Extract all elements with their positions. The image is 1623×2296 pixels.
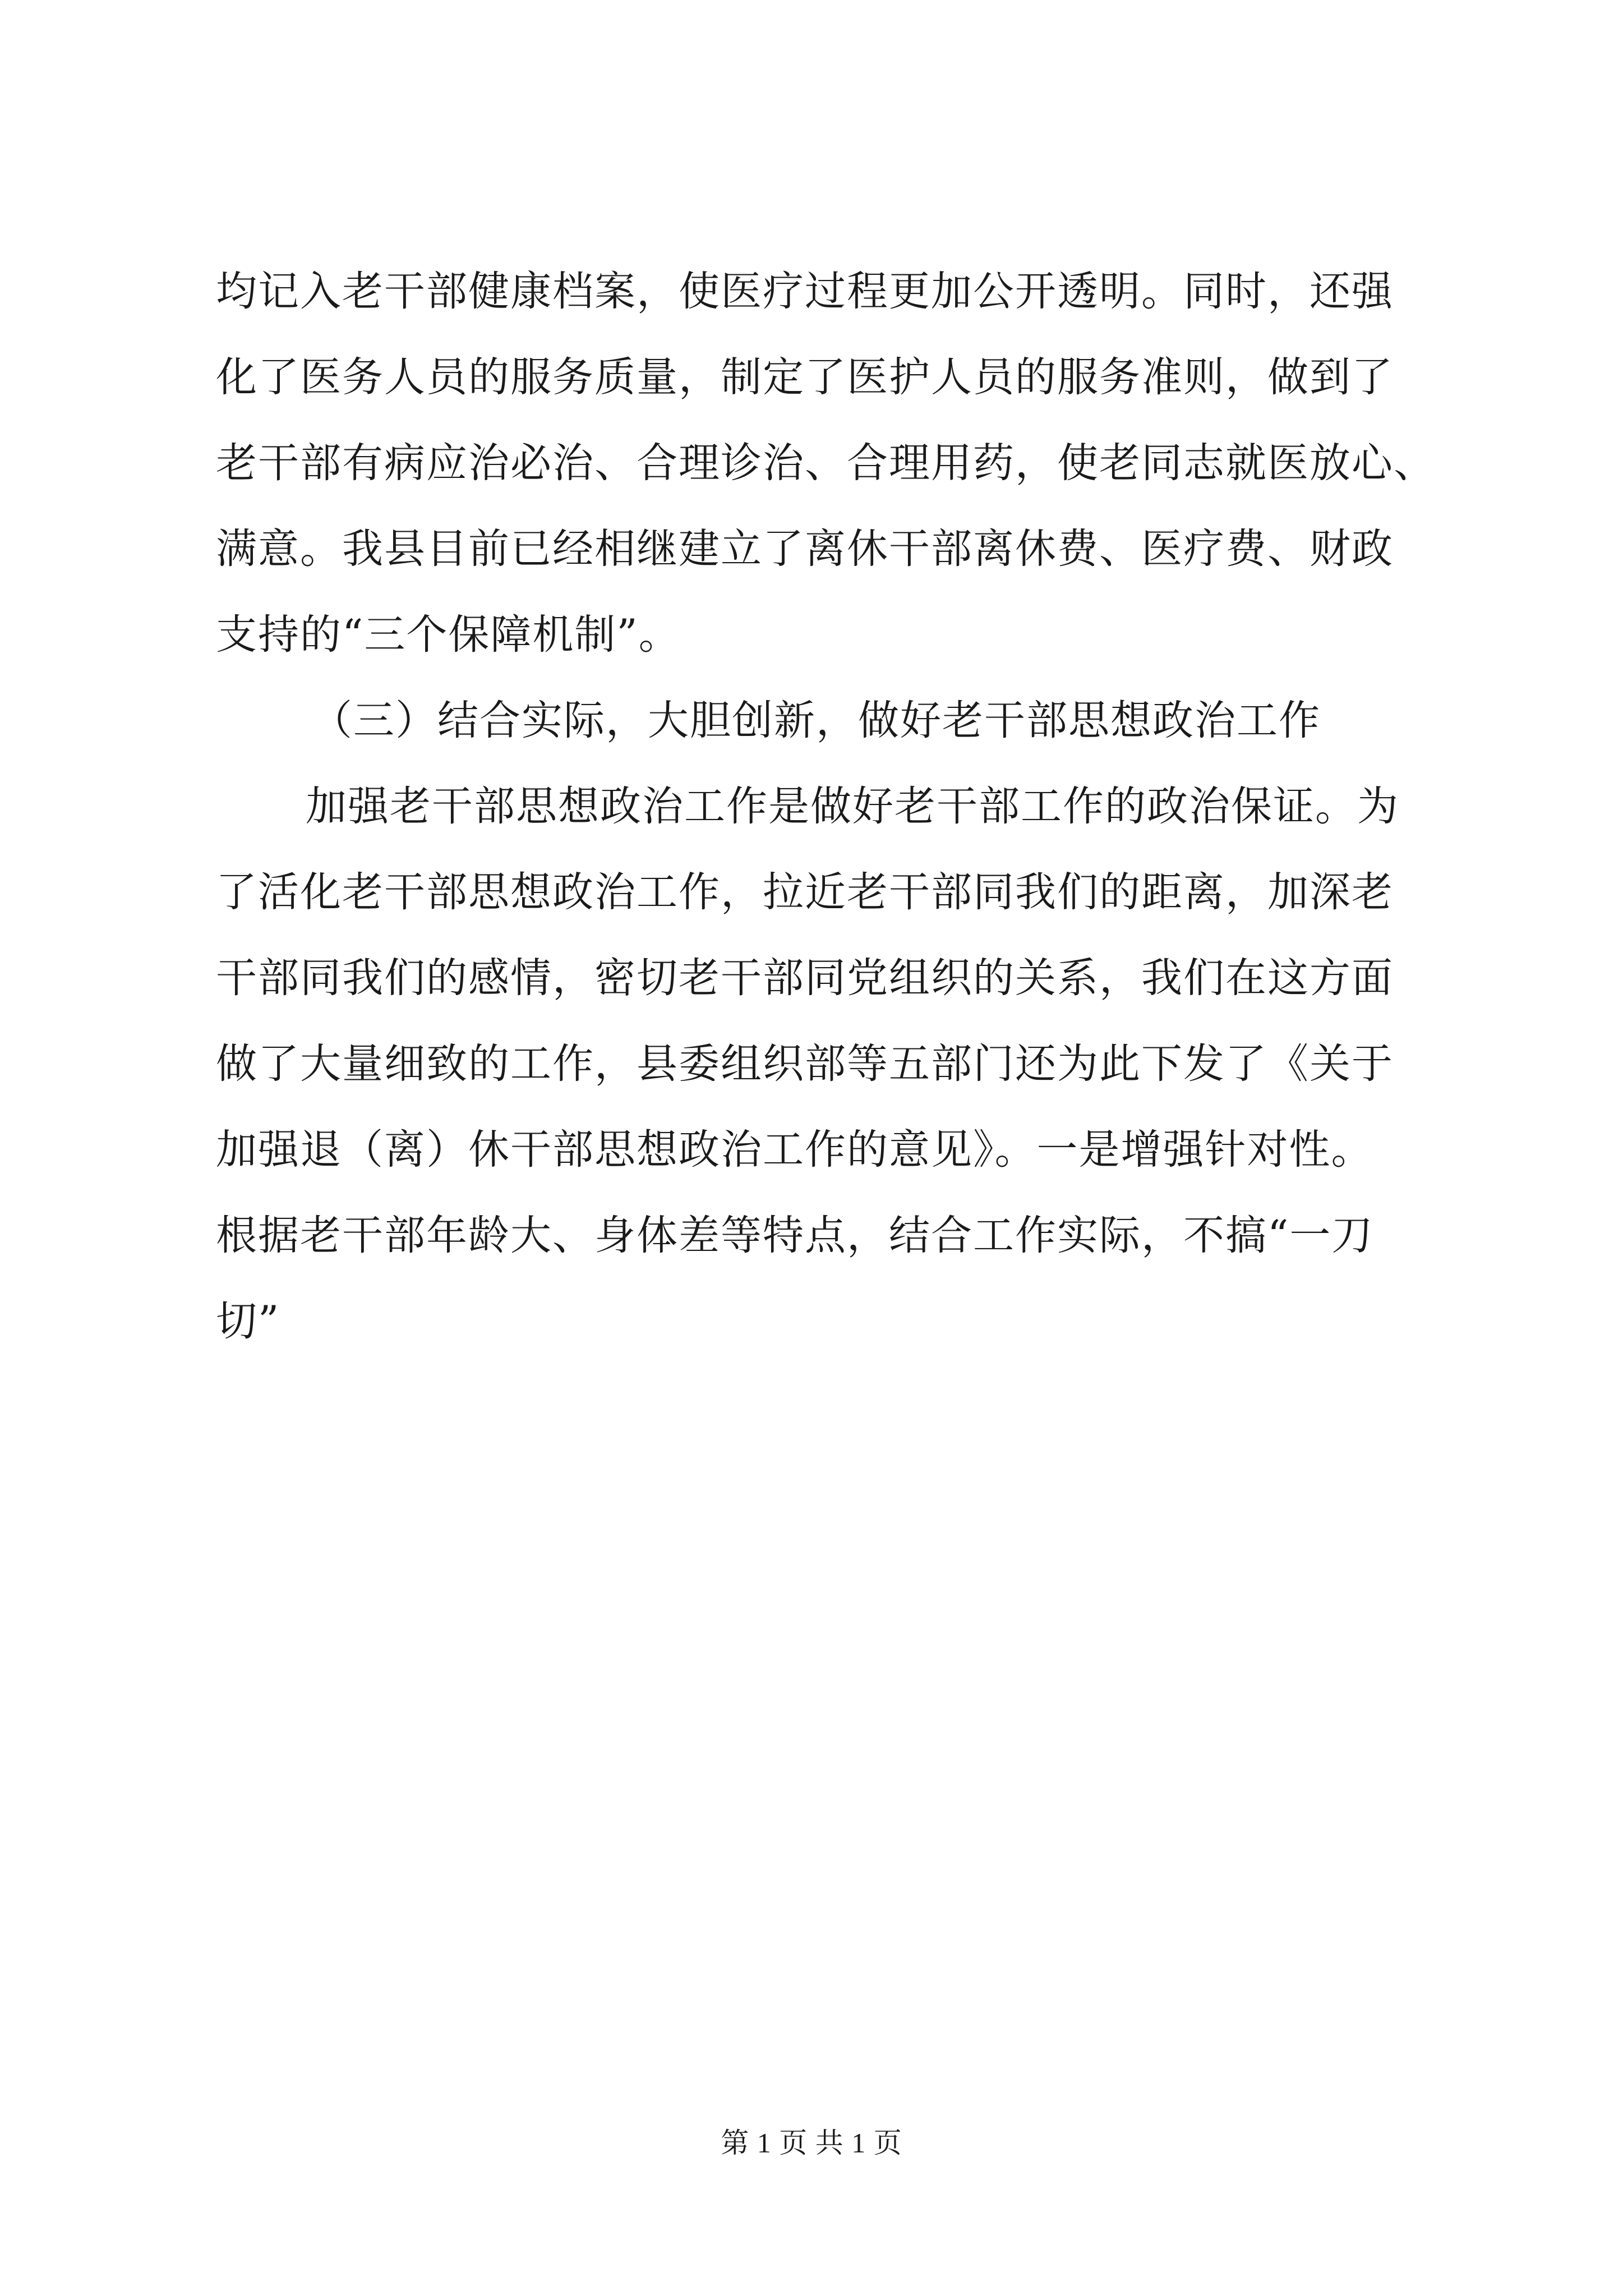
- text-line: 加强退（离）休干部思想政治工作的意见》。一是增强针对性。: [216, 1126, 1373, 1174]
- text-line: 做了大量细致的工作，县委组织部等五部门还为此下发了《关于: [216, 1040, 1394, 1088]
- text-line: 老干部有病应治必治、合理诊治、合理用药，使老同志就医放心、: [216, 439, 1436, 487]
- paragraph-first-line: 加强老干部思想政治工作是做好老干部工作的政治保证。为: [306, 783, 1399, 830]
- text-line: 均记入老干部健康档案，使医疗过程更加公开透明。同时，还强: [216, 268, 1394, 315]
- text-line: 切”: [216, 1297, 280, 1345]
- text-line: 干部同我们的感情，密切老干部同党组织的关系，我们在这方面: [216, 954, 1394, 1002]
- text-line: 了活化老干部思想政治工作，拉近老干部同我们的距离，加深老: [216, 868, 1394, 916]
- text-line: 根据老干部年龄大、身体差等特点，结合工作实际，不搞“一刀: [216, 1212, 1374, 1259]
- text-line: 支持的“三个保障机制”。: [216, 611, 681, 659]
- text-line: 满意。我县目前已经相继建立了离休干部离休费、医疗费、财政: [216, 525, 1394, 573]
- text-line: 化了医务人员的服务质量，制定了医护人员的服务准则，做到了: [216, 353, 1394, 401]
- page-number-footer: 第 1 页 共 1 页: [721, 2127, 902, 2159]
- section-heading: （三）结合实际，大胆创新，做好老干部思想政治工作: [311, 697, 1321, 744]
